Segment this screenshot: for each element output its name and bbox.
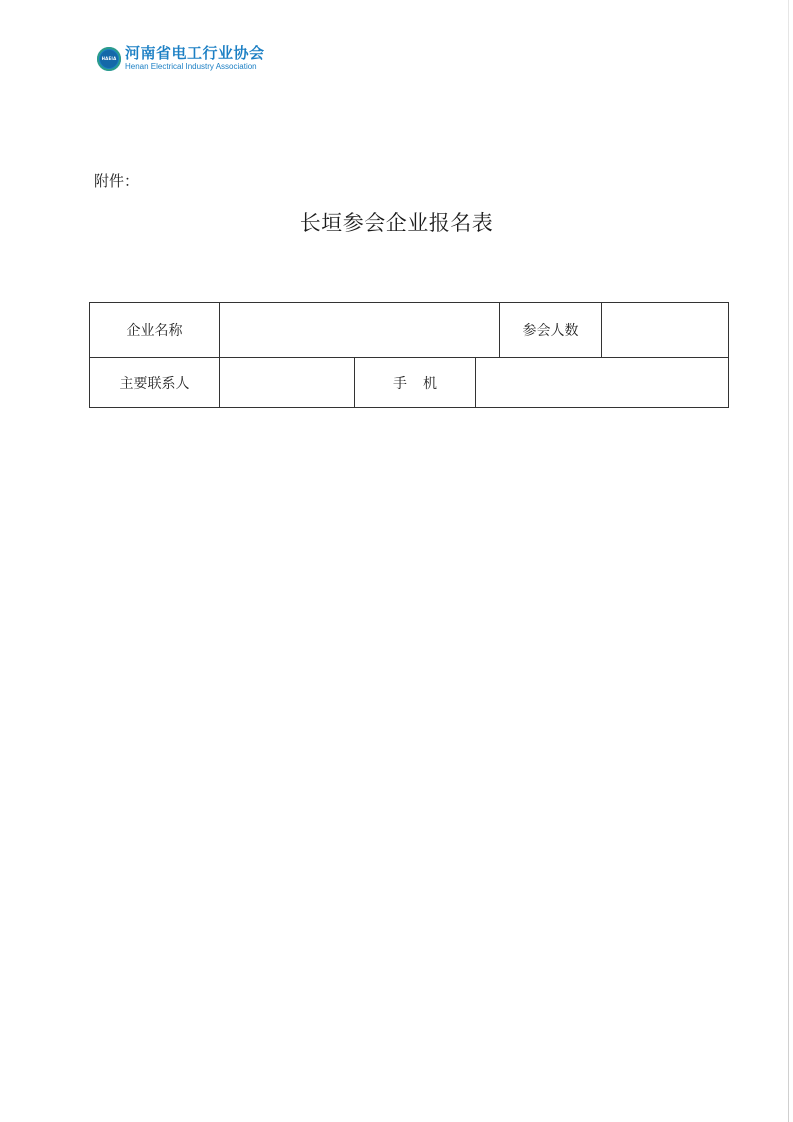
main-contact-field[interactable] [219,357,355,408]
scan-edge [788,0,789,1122]
logo-text [125,46,265,71]
phone-label-cell [354,357,476,408]
association-logo [97,46,265,71]
org-name-en: Henan Electrical Industry Association [125,62,257,71]
emblem-inner [100,50,118,68]
registration-table [89,302,729,408]
page-title: 长垣参会企业报名表 [299,211,494,235]
phone-label: 手机 [393,375,453,392]
org-name-cn: 河南省电工行业协会 [125,44,265,62]
attendee-count-label: 参会人数 [499,302,602,358]
company-name-field[interactable] [219,302,500,358]
phone-field[interactable] [475,357,729,408]
company-name-label: 企业名称 [89,302,220,358]
emblem-band-text: HAEIA [101,56,117,61]
attendee-count-field[interactable] [601,302,729,358]
main-contact-label: 主要联系人 [89,357,220,408]
attachment-label: 附件： [94,172,140,190]
association-emblem-icon [97,47,121,71]
